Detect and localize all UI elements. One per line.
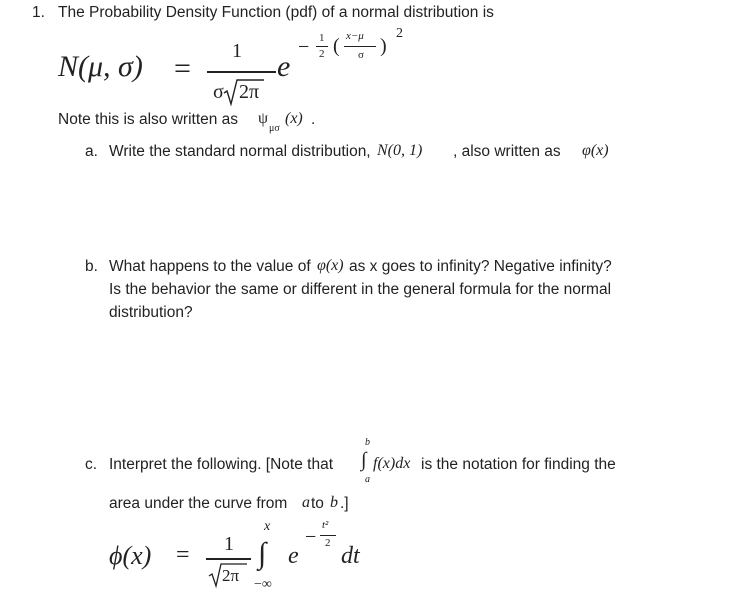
cdf-numerator: 1	[224, 533, 234, 555]
exponent-frac-den: σ	[358, 49, 364, 61]
problem-intro: The Probability Density Function (pdf) of a normal distribution is	[58, 4, 494, 21]
part-c-to: to	[311, 495, 324, 512]
part-a-math-2: φ(x)	[582, 142, 609, 159]
exponent-half-num: 1	[319, 32, 325, 44]
formula-numerator: 1	[232, 40, 242, 62]
cdf-fraction-bar	[206, 558, 251, 560]
part-b-line3: distribution?	[109, 304, 193, 321]
formula-base-e: e	[277, 50, 291, 83]
fraction-bar	[207, 71, 276, 73]
exponent-half-bar	[316, 46, 328, 47]
exponent-open-paren: (	[333, 35, 340, 57]
note-psi: ψ	[258, 110, 269, 127]
cdf-integral-upper: x	[264, 519, 271, 534]
inline-integral-upper: b	[365, 437, 370, 448]
part-a-text-2: , also written as	[453, 143, 561, 160]
part-c-line2-end: .]	[340, 495, 349, 512]
note-text: Note this is also written as	[58, 111, 239, 128]
note-arg: (x)	[285, 110, 303, 127]
exponent-minus: −	[298, 36, 310, 58]
cdf-exp-den: 2	[325, 537, 331, 549]
part-c-line2-a: area under the curve from	[109, 495, 288, 512]
exponent-power: 2	[396, 26, 403, 41]
note-period: .	[311, 111, 316, 128]
formula-equals: =	[174, 52, 191, 85]
cdf-integral-sign: ∫	[258, 537, 267, 570]
formula-sigma: σ	[213, 81, 224, 103]
cdf-lhs: ϕ(x)	[109, 541, 152, 570]
formula-lhs: N(μ, σ)	[58, 50, 143, 83]
exponent-half-den: 2	[319, 48, 325, 60]
inline-integral-lower: a	[365, 474, 370, 485]
cdf-integral-lower: −∞	[254, 577, 272, 592]
cdf-exp-bar	[320, 535, 336, 536]
part-b-line1-a: What happens to the value of	[109, 258, 311, 275]
cdf-radicand: 2π	[222, 566, 240, 585]
exponent-close-paren: )	[380, 35, 387, 57]
part-b-label: b.	[85, 258, 98, 275]
formula-radicand: 2π	[239, 81, 260, 103]
exponent-frac-num: x−μ	[346, 30, 364, 42]
part-c-label: c.	[85, 456, 98, 473]
part-a-label: a.	[85, 143, 98, 160]
part-c-b: b	[330, 494, 338, 511]
inline-integral-sign: ∫	[361, 449, 367, 471]
note-subscript: μσ	[269, 123, 280, 134]
part-c-text-1: Interpret the following. [Note that	[109, 456, 334, 473]
part-b-line2: Is the behavior the same or different in the general formula for the normal	[109, 281, 612, 298]
part-b-line1-math: φ(x)	[317, 257, 344, 274]
part-a-text-1: Write the standard normal distribution,	[109, 143, 371, 160]
problem-number: 1.	[32, 4, 45, 21]
part-c-a: a	[302, 494, 310, 511]
inline-integrand: f(x)dx	[373, 455, 411, 472]
cdf-base-e: e	[288, 543, 299, 569]
cdf-equals: =	[176, 542, 190, 568]
part-a-math-1: N(0, 1)	[377, 142, 423, 159]
cdf-exp-num: t²	[322, 519, 329, 531]
part-b-line1-b: as x goes to infinity? Negative infinity?	[349, 258, 612, 275]
cdf-exp-minus: −	[305, 526, 317, 548]
part-c-text-2: is the notation for finding the	[421, 456, 616, 473]
exponent-frac-bar	[344, 46, 376, 47]
cdf-dt: dt	[341, 543, 360, 569]
